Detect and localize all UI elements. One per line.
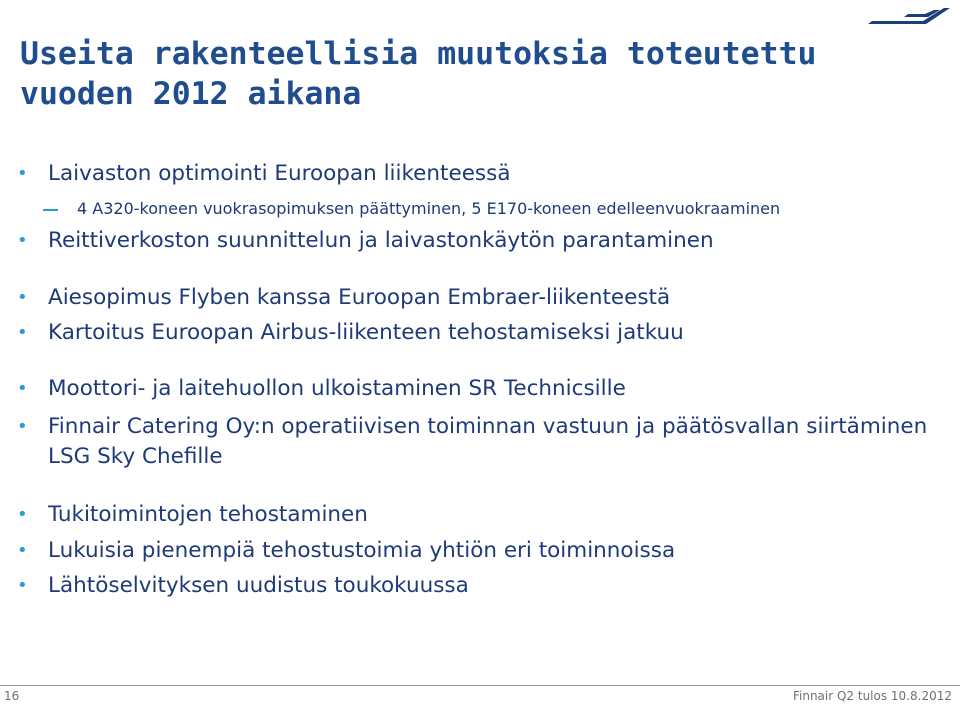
bullet-item: • Laivaston optimointi Euroopan liikenteessä (48, 159, 928, 189)
bullet-item: • Reittiverkoston suunnittelun ja laivastonkäytön parantaminen (48, 226, 928, 256)
bullet-item: • Tukitoimintojen tehostaminen (48, 500, 928, 530)
sub-bullet-item: 4 A320-koneen vuokrasopimuksen päättyminen, 5 E170-koneen edelleenvuokraaminen (77, 199, 781, 218)
bullet-item: • Lukuisia pienempiä tehostustoimia yhtiön eri toiminnoissa (48, 536, 928, 566)
bullet-item: • Kartoitus Euroopan Airbus-liikenteen tehostamiseksi jatkuu (48, 318, 928, 348)
page-number: 16 (4, 689, 20, 703)
bullet-item: • Lähtöselvityksen uudistus toukokuussa (48, 571, 928, 601)
bullet-item: • Aiesopimus Flyben kanssa Euroopan Embraer-liikenteestä (48, 283, 928, 313)
footer-caption: Finnair Q2 tulos 10.8.2012 (792, 689, 952, 703)
bullet-item: • Moottori- ja laitehuollon ulkoistaminen SR Technicsille (48, 374, 928, 404)
bullet-item: • Finnair Catering Oy:n operatiivisen toiminnan vastuun ja päätösvallan siirtäminen LSG Sky Chefille (48, 412, 928, 472)
slide-title: Useita rakenteellisia muutoksia toteutettu vuoden 2012 aikana (20, 36, 817, 112)
footer-divider (0, 685, 960, 686)
